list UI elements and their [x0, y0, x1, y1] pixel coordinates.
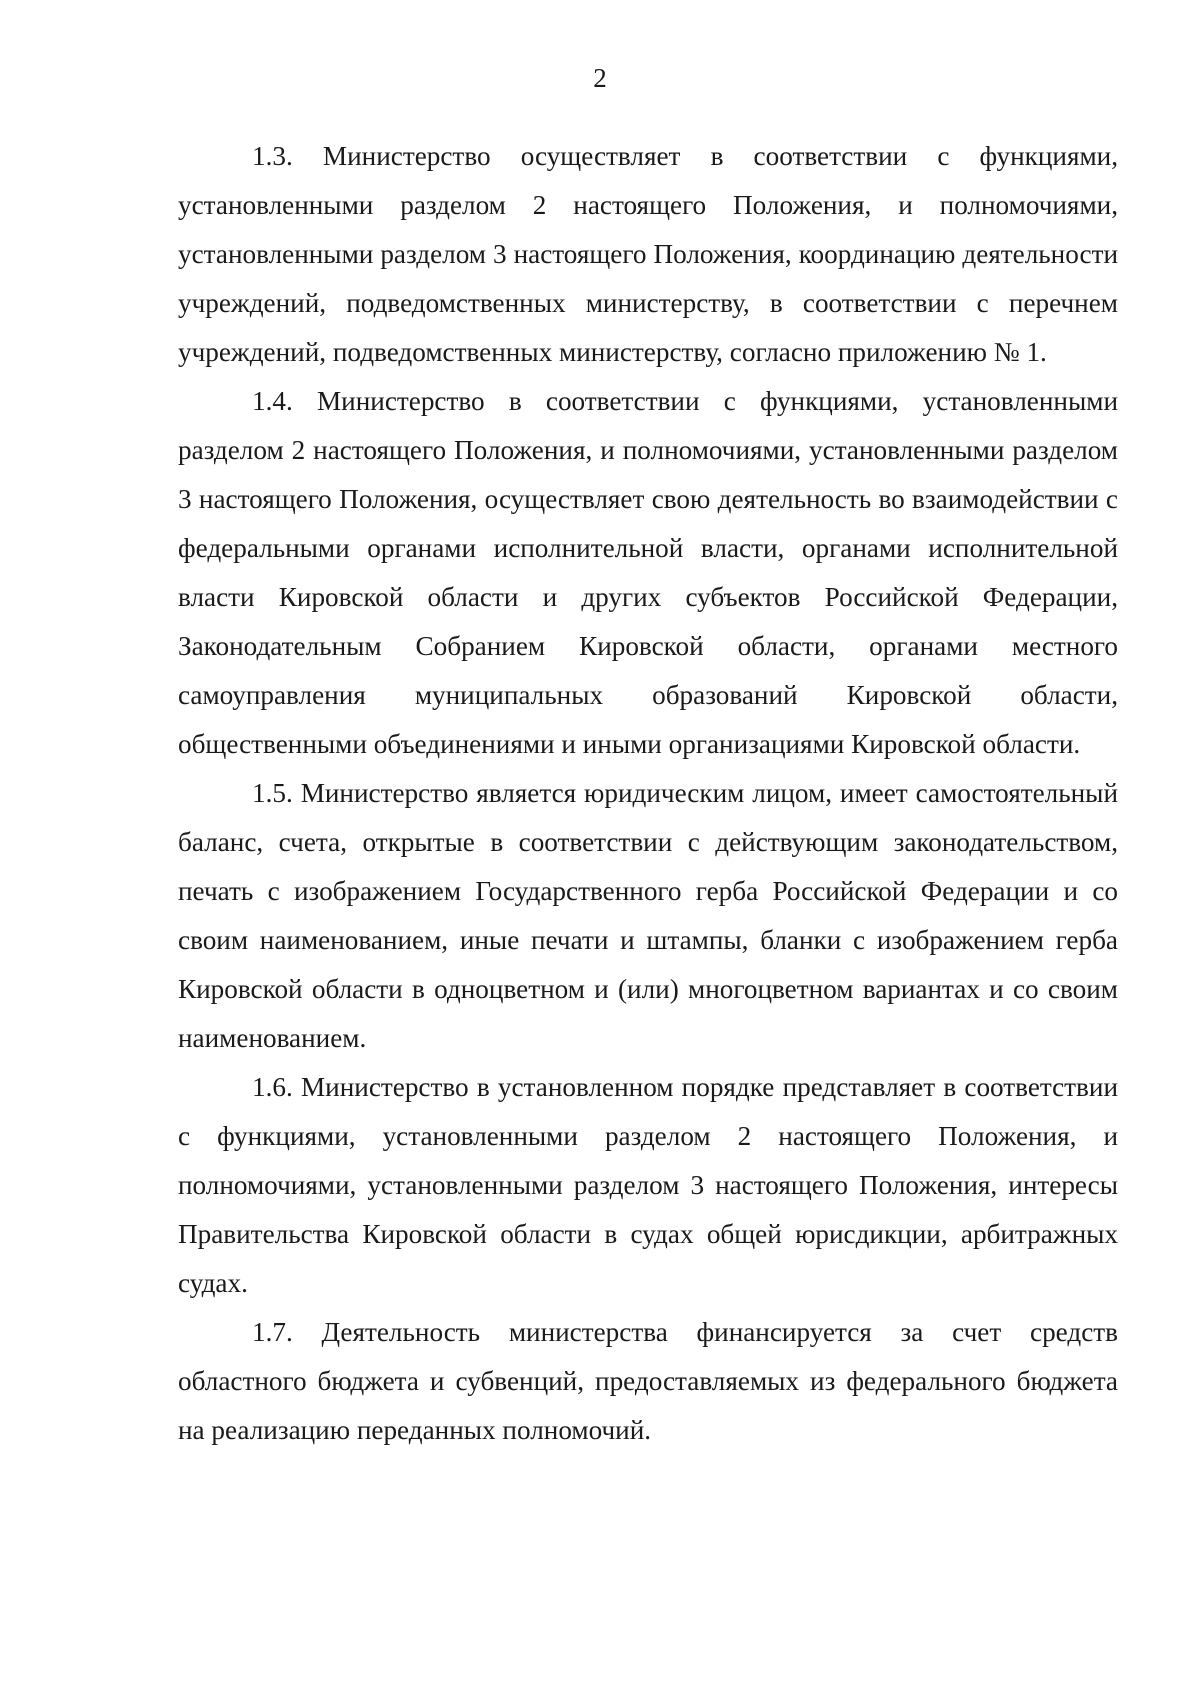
paragraph-1-6: 1.6. Министерство в установленном порядке представляет в соответствии с функциями, установленными разделом 2 настоящего Положения, и полномочиями, установленными разделом 3 настоящего Положения, интересы Правительства Кировской области в судах общей юрисдикции, арбитражных судах. — [178, 1072, 1118, 1298]
paragraph-1-5: 1.5. Министерство является юридическим лицом, имеет самостоятельный баланс, счета, открытые в соответствии с действующим законодательством, печать с изображением Государственного герба Российской Федерации и со своим наименованием, иные печати и штампы, бланки с изображением герба Кировской области в одноцветном и (или) многоцветном вариантах и со своим наименованием. — [178, 778, 1118, 1053]
paragraph-1-7: 1.7. Деятельность министерства финансируется за счет средств областного бюджета и субвенций, предоставляемых из федерального бюджета на реализацию переданных полномочий. — [178, 1317, 1118, 1445]
page-number: 2 — [593, 63, 607, 93]
paragraph-1-4: 1.4. Министерство в соответствии с функциями, установленными разделом 2 настоящего Положения, и полномочиями, установленными разделом 3 настоящего Положения, осуществляет свою деятельность во взаимодействии с федеральными органами исполнительной власти, органами исполнительной власти Кировской области и других субъектов Российской Федерации, Законодательным Собранием Кировской области, органами местного самоуправления муниципальных образований Кировской области, общественными объединениями и иными организациями Кировской области. — [178, 386, 1118, 759]
document-body — [178, 132, 1118, 1455]
paragraph-1-3: 1.3. Министерство осуществляет в соответствии с функциями, установленными разделом 2 настоящего Положения, и полномочиями, установленными разделом 3 настоящего Положения, координацию деятельности учреждений, подведомственных министерству, в соответствии с перечнем учреждений, подведомственных министерству, согласно приложению № 1. — [178, 141, 1118, 367]
